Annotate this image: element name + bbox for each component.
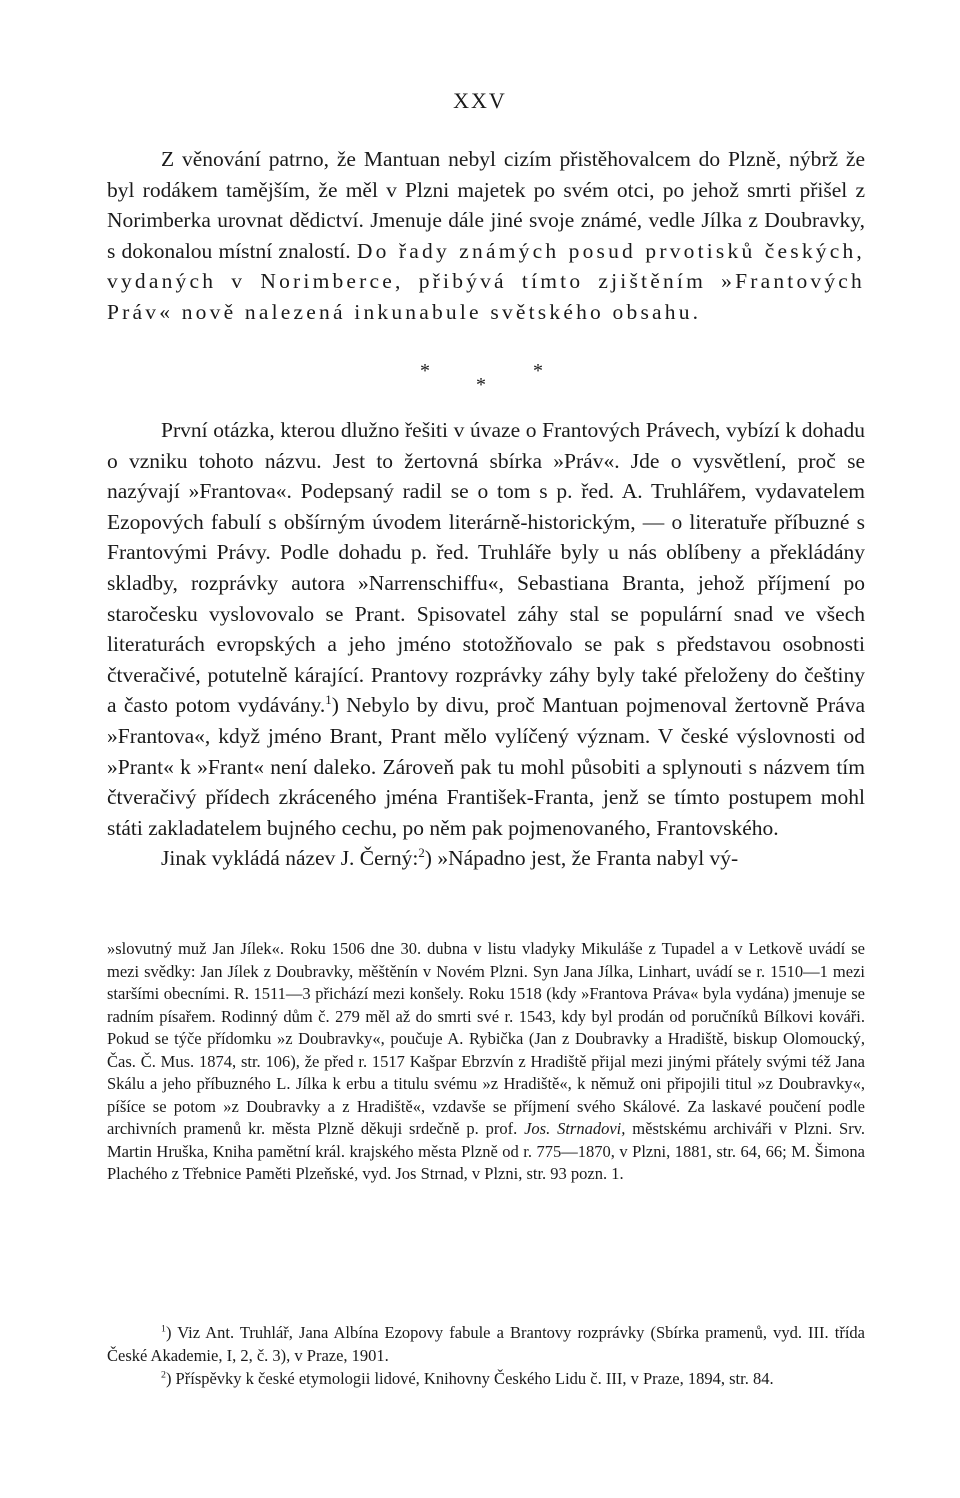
paragraph-2-block [107,415,865,874]
separator-star-left: * [420,360,430,382]
paragraph-3-text: Jinak vykládá název J. Černý: [161,846,419,871]
paragraph-2-text-after: ) Nebylo by divu, proč Mantuan pojmenoval žertovně Práva »Frantova«, když jméno Brant, Prant mělo vylíčený význam. V české výslovnosti od »Prant« k »Frant« není daleko. Zároveň pak tu mohl působiti a splynouti s názvem tím čtveračivý přídech zkráceného jména František-Franta, jenž se tímto postupem mohl státi zakladatelem bujného cechu, po něm pak pojmenovaného, Frantovského. [107,693,865,840]
footnote-2-text: ) Příspěvky k české etymologii lidové, Knihovny Českého Lidu č. III, v Praze, 1894, str. 84. [165,1369,774,1388]
paragraph-1 [107,144,865,328]
footnote-continuation-text-a: »slovutný muž Jan Jílek«. Roku 1506 dne 30. dubna v listu vladyky Mikuláše z Tupadel a v Letkově uvádí se mezi svědky: Jan Jílek z Doubravky, měštěnín v Novém Plzni. Syn Jana Jílka, Linhart, uvádí se r. 1510—1 mezi staršími obecními. R. 1511—3 přichází mezi konšely. Roku 1518 (kdy »Frantova Práva« byla vydána) jmenuje se radním písařem. Rodinný dům č. 279 měl až do smrti své r. 1543, kdy byl prodán od poručníků Bílkovi kováři. Pokud se týče přídomku »z Doubravky«, poučuje A. Rybička (Jan z Doubravky a Hradiště, biskup Olomoucký, Čas. Č. Mus. 1874, str. 106), že před r. 1517 Kašpar Ebrzvín z Hradiště přijal mezi jinými přátely svými též Jana Skálu a jeho příbuzného L. Jílka k erbu a titulu svému »z Hradiště«, k němuž oni připojili titul »z Doubravky«, píšíce se potom »z Doubravky a z Hradiště«, vzdavše se příjmení svého Skálové. Za laskavé poučení podle archivních pramenů kr. města Plzně děkuji srdečně p. prof. [107,939,865,1138]
footnote-1-mark: 1 [161,1323,166,1335]
separator-star-middle: * [476,374,486,396]
paragraph-3 [107,843,865,874]
paragraph-3-text-after: ) »Nápadno jest, že Franta nabyl vý- [424,846,739,871]
footnote-1-text: ) Viz Ant. Truhlář, Jana Albína Ezopovy fabule a Brantovy rozprávky (Sbírka pramenů, vyd. III. třída České Akademie, I, 2, č. 3), v Praze, 1901. [107,1323,865,1365]
paragraph-2 [107,415,865,843]
footnote-2 [107,1368,865,1391]
paragraph-2-text: První otázka, kterou dlužno řešiti v úvaze o Frantových Právech, vybízí k dohadu o vzniku tohoto názvu. Jest to žertovná sbírka »Práv«. Jde o vysvětlení, proč se nazývají »Frantova«. Podepsaný radil se o tom s p. řed. A. Truhlářem, vydavatelem Ezopových fabulí s obšírným úvodem literárně-historickým, — o literatuře příbuzné s Frantovými Právy. Podle dohadu p. řed. Truhláře byly u nás oblíbeny a překládány skladby, rozprávky autora »Narrenschiffu«, Sebastiana Branta, jehož příjmení po staročesku vyslovovalo se Prant. Spisovatel záhy stal se populární snad ve všech literaturách evropských a jeho jméno stotožňovalo se pak s představou osobnosti čtveračivé, potutelně kárající. Prantovy rozprávky záhy byly také přeloženy do češtiny a často potom vydávány. [107,418,865,718]
paragraph-1-text: Z věnování patrno, že Mantuan nebyl cizím přistěhovalcem do Plzně, nýbrž že byl rodákem tamějším, že měl v Plzni majetek po svém otci, po jehož smrti přišel z Norimberka urovnat dědictví. Jmenuje dále jiné svoje známé, vedle Jílka z Doubravky, s dokonalou místní znalostí. [107,147,865,263]
footnote-ref-1: 1 [325,693,332,708]
footnote-2-mark: 2 [161,1369,166,1381]
footnote-continuation-text-b: městskému archiváři v Plzni. Srv. Martin Hruška, Kniha pamětní král. krajského města Plzně od r. 775—1870, v Plzni, 1881, str. 64, 66; M. Šimona Plachého z Třebnice Paměti Plzeňské, vyd. Jos Strnad, v Plzni, str. 93 pozn. 1. [107,1119,865,1183]
separator-star-right: * [533,360,543,382]
paragraph-1-spaced-text: Do řady známých posud prvotisků českých, vydaných v Norimberce, přibývá tímto zjištěním »Frantových Práv« nově nalezená inkunabule světského obsahu. [107,238,865,324]
footnote-1 [107,1322,865,1367]
section-separator [0,360,960,396]
footnote-continuation [107,938,865,1186]
footnote-continuation-italic-name: Jos. Strnadovi, [524,1119,626,1138]
footnote-ref-2: 2 [418,846,425,861]
page-number: XXV [453,88,507,113]
